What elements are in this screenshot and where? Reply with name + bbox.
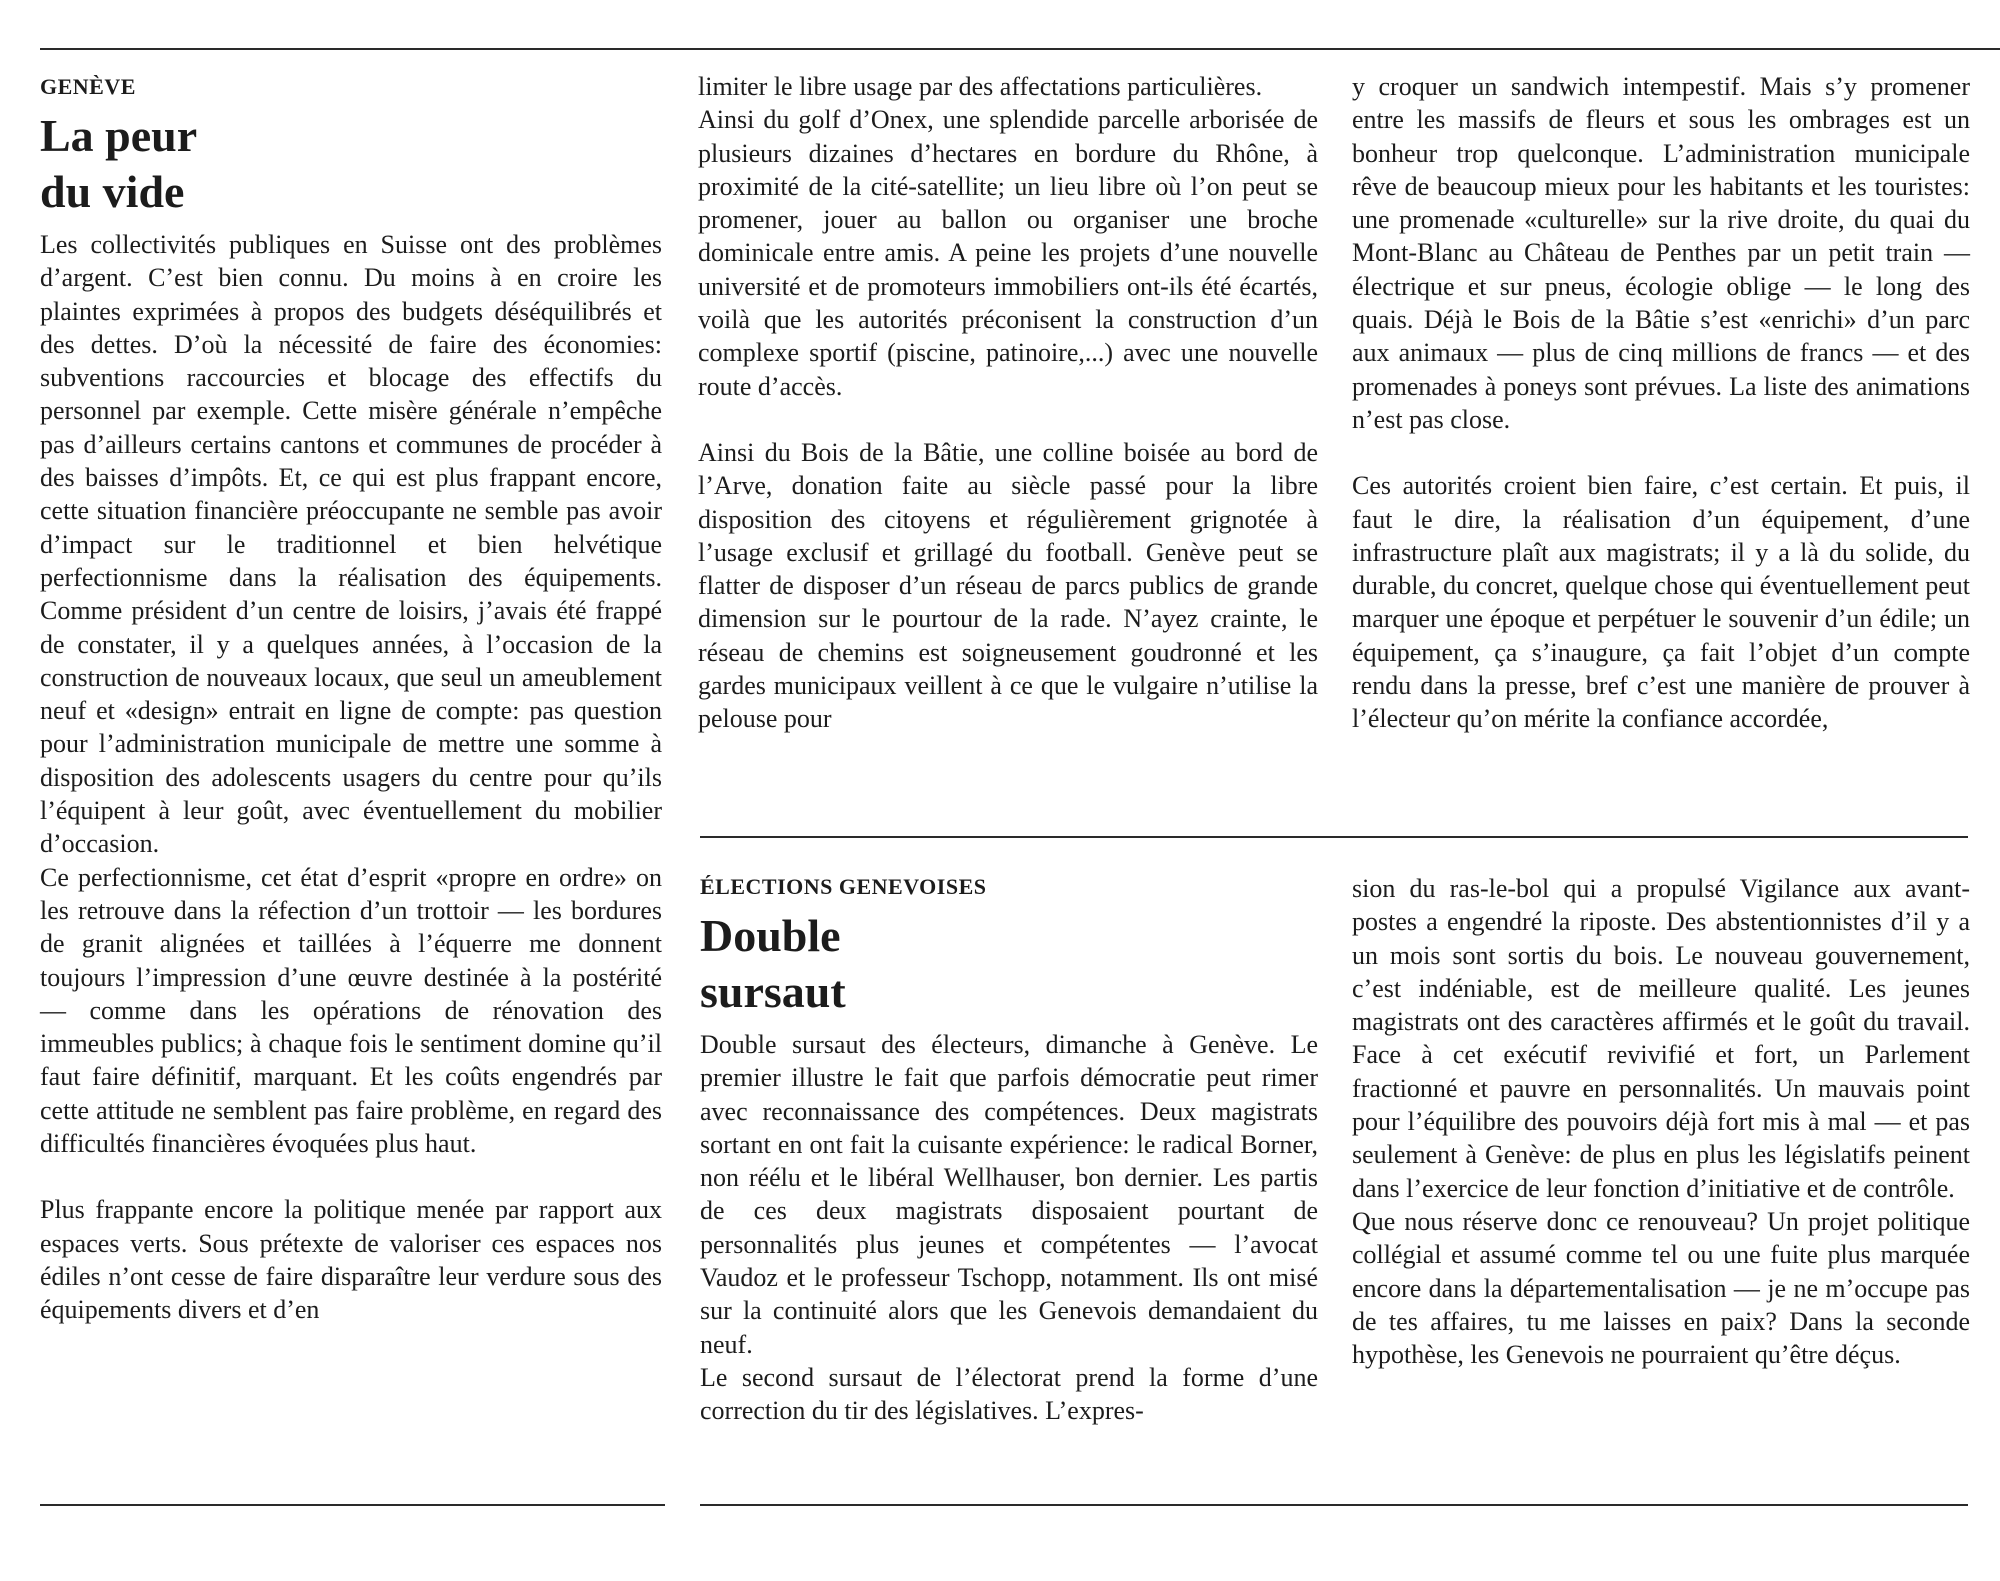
- article2-paragraph: Que nous réserve donc ce renouveau? Un projet politique collégial et assumé comme tel ou une fuite plus marquée encore dans la départementalisation — je ne m’occupe pas de tes affaires, tu me laisses en paix? Dans la seconde hypothèse, les Genevois ne pourraient qu’être déçus.: [1352, 1206, 1970, 1370]
- bottom-rule-left: [40, 1504, 665, 1506]
- article1-title: [40, 108, 662, 220]
- article1-column-3: [1352, 70, 1970, 736]
- article1-kicker: GENÈVE: [40, 74, 136, 99]
- article2-column-2: [1352, 872, 1970, 1371]
- article1-paragraph: Plus frappante encore la politique menée par rapport aux espaces verts. Sous prétexte de valoriser ces espaces nos édiles n’ont cesse de faire disparaître leur verdure sous des équipements divers et d’en: [40, 1195, 662, 1325]
- article2-title: [700, 908, 1318, 1020]
- article1-paragraph: Ce perfectionnisme, cet état d’esprit «propre en ordre» on les retrouve dans la réfection d’un trottoir — les bordures de granit alignées et taillées à l’équerre me donnent toujours l’impression d’une œuvre destinée à la postérité — comme dans les opérations de rénovation des immeubles publics; à chaque fois le sentiment domine qu’il faut faire définitif, marquant. Et les coûts engendrés par cette attitude ne semblent pas faire problème, en regard des difficultés financières évoquées plus haut.: [40, 862, 662, 1159]
- article1-paragraph: y croquer un sandwich intempestif. Mais s’y promener entre les massifs de fleurs et sous les ombrages est un bonheur trop quelconque. L’administration municipale rêve de beaucoup mieux pour les habitants et les touristes: une promenade «culturelle» sur la rive droite, du quai du Mont-Blanc au Château de Penthes par un petit train — électrique et sur pneus, écologie oblige — le long des quais. Déjà le Bois de la Bâtie s’est «enrichi» d’un parc aux animaux — plus de cinq millions de francs — et des promenades à poneys sont prévues. La liste des animations n’est pas close.: [1352, 72, 1970, 434]
- article2-title-line2: sursaut: [700, 966, 846, 1017]
- article1-column-2: [698, 70, 1318, 736]
- article2-title-line1: Double: [700, 910, 841, 961]
- article2-paragraph: Le second sursaut de l’électorat prend la forme d’une correction du tir des législatives. L’expres-: [700, 1362, 1318, 1426]
- bottom-rule-right: [700, 1504, 1968, 1506]
- article1-title-line1: La peur: [40, 110, 198, 161]
- article2-column-1: [700, 872, 1318, 1428]
- article2-kicker: ÉLECTIONS GENEVOISES: [700, 874, 987, 899]
- article1-paragraph: limiter le libre usage par des affectations particulières.: [698, 72, 1263, 101]
- article2-paragraph: sion du ras-le-bol qui a propulsé Vigilance aux avant-postes a engendré la riposte. Des abstentionnistes d’il y a un mois sont sortis du bois. Le nouveau gouvernement, c’est indéniable, est de meilleure qualité. Les jeunes magistrats ont des caractères affirmés et le goût du travail. Face à cet exécutif revivifié et fort, un Parlement fractionné et pauvre en personnalités. Un mauvais point pour l’équilibre des pouvoirs déjà fort mis à mal — et pas seulement à Genève: de plus en plus les législatifs peinent dans l’exercice de leur fonction d’initiative et de contrôle.: [1352, 874, 1970, 1203]
- article1-paragraph: Ainsi du Bois de la Bâtie, une colline boisée au bord de l’Arve, donation faite au siècle passé pour la libre disposition des citoyens et régulièrement grignotée à l’usage exclusif et grillagé du football. Genève peut se flatter de disposer d’un réseau de parcs publics de grande dimension sur le pourtour de la rade. N’ayez crainte, le réseau de chemins est soigneusement goudronné et les gardes municipaux veillent à ce que le vulgaire n’utilise la pelouse pour: [698, 437, 1318, 734]
- article1-paragraph: Ces autorités croient bien faire, c’est certain. Et puis, il faut le dire, la réalisation d’un équipement, d’une infrastructure plaît aux magistrats; il y a là du solide, du durable, du concret, quelque chose qui éventuellement peut marquer une époque et perpétuer le souvenir d’un édile; un équipement, ça s’inaugure, ça fait l’objet d’un compte rendu dans la presse, bref c’est une manière de prouver à l’électeur qu’on mérite la confiance accordée,: [1352, 471, 1970, 734]
- article1-column-1: [40, 72, 662, 1327]
- top-rule: [40, 48, 2000, 50]
- article-divider-rule: [700, 836, 1968, 838]
- article1-paragraph: Ainsi du golf d’Onex, une splendide parcelle arborisée de plusieurs dizaines d’hectares en bordure du Rhône, à proximité de la cité-satellite; un lieu libre où l’on peut se promener, jouer au ballon ou organiser une broche dominicale entre amis. A peine les projets d’une nouvelle université et de promoteurs immobiliers ont-ils été écartés, voilà que les autorités préconisent la construction d’un complexe sportif (piscine, patinoire,...) avec une nouvelle route d’accès.: [698, 105, 1318, 401]
- article1-title-line2: du vide: [40, 166, 185, 217]
- article2-paragraph: Double sursaut des électeurs, dimanche à Genève. Le premier illustre le fait que parfois démocratie peut rimer avec reconnaissance des compétences. Deux magistrats sortant en ont fait la cuisante expérience: le radical Borner, non réélu et le libéral Wellhauser, bon dernier. Les partis de ces deux magistrats disposaient pourtant de personnalités plus jeunes et compétentes — l’avocat Vaudoz et le professeur Tschopp, notamment. Ils ont misé sur la continuité alors que les Genevois demandaient du neuf.: [700, 1030, 1318, 1359]
- article1-paragraph: Les collectivités publiques en Suisse ont des problèmes d’argent. C’est bien connu. Du moins à en croire les plaintes exprimées à propos des budgets déséquilibrés et des dettes. D’où la nécessité de faire des économies: subventions raccourcies et blocage des effectifs du personnel par exemple. Cette misère générale n’empêche pas d’ailleurs certains cantons et communes de procéder à des baisses d’impôts. Et, ce qui est plus frappant encore, cette situation financière préoccupante ne semble pas avoir d’impact sur le traditionnel et bien helvétique perfectionnisme dans la réalisation des équipements. Comme président d’un centre de loisirs, j’avais été frappé de constater, il y a quelques années, à l’occasion de la construction de nouveaux locaux, que seul un ameublement neuf et «design» entrait en ligne de compte: pas question pour l’administration municipale de mettre une somme à disposition des adolescents usagers du centre pour qu’ils l’équipent à leur goût, avec éventuellement du mobilier d’occasion.: [40, 230, 662, 859]
